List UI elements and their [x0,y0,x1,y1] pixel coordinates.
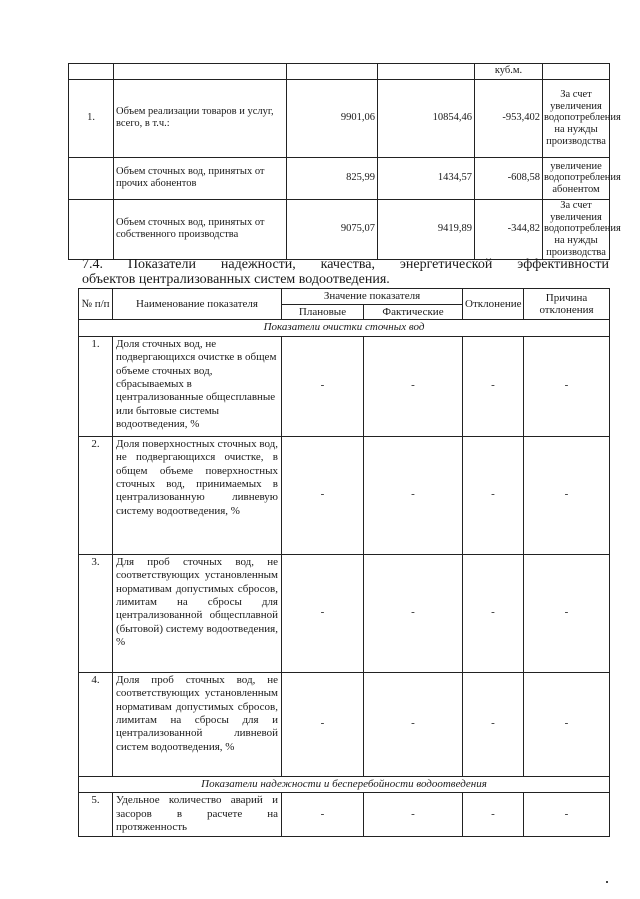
indicator-name: Для проб сточных вод, не соответствующих установленным нормативам допустимых сбросов, лимитам на сбросы для централизованной общесплавной (бытовой) систему водоотведения, % [113,554,282,672]
indicator-name: Объем реализации товаров и услуг, всего, в т.ч.: [114,79,287,157]
plan-value: - [282,793,364,837]
section-heading-continuation: объектов централизованных систем водоотведения. [82,272,390,287]
section-row [79,320,610,336]
indicator-name: Объем сточных вод, принятых от прочих абонентов [114,157,287,199]
section-title: Показатели очистки сточных вод [79,320,610,336]
table-row [69,157,610,199]
deviation-value: -953,402 [475,79,543,157]
row-number: 2. [79,436,113,554]
column-header-name: Наименование показателя [113,289,282,320]
deviation-reason: - [524,436,610,554]
deviation-value: - [463,672,524,776]
fact-value: 1434,57 [378,157,475,199]
deviation-value: -608,58 [475,157,543,199]
deviation-value: - [463,554,524,672]
fact-value: - [364,793,463,837]
fact-value: 9419,89 [378,199,475,259]
column-header-value: Значение показателя [282,289,463,305]
plan-value: - [282,554,364,672]
section-heading: 7.4. Показатели надежности, качества, энергетической эффективности [82,257,609,272]
sewage-volume-table [68,63,621,260]
table-header-row [69,64,610,80]
fact-value: - [364,336,463,436]
table-row [69,199,610,259]
table-row [79,336,610,436]
deviation-reason: - [524,554,610,672]
table-row [79,554,610,672]
table-row [79,793,610,837]
column-header-deviation: Отклонение [463,289,524,320]
deviation-reason: - [524,793,610,837]
deviation-reason: За счет увеличения водопотребления на нужды производства [543,79,610,157]
row-number: 1. [79,336,113,436]
plan-value: - [282,672,364,776]
column-header-plan: Плановые [282,304,364,320]
indicator-name: Доля поверхностных сточных вод, не подвергающихся очистке, в общем объеме поверхностных сточных вод, принимаемых в централизованную ливневую систему водоотведения, % [113,436,282,554]
deviation-reason: - [524,336,610,436]
column-header-number: № п/п [79,289,113,320]
plan-value: - [282,336,364,436]
table-row [79,672,610,776]
unit-cell: куб.м. [475,64,543,80]
indicator-name: Доля проб сточных вод, не соответствующих установленным нормативам допустимых сбросов, лимитам на сбросы для и централизованной ливневой систем водоотведения, % [113,672,282,776]
table-row [79,436,610,554]
indicator-name: Удельное количество аварий и засоров в расчете на протяженность [113,793,282,837]
indicators-table [78,288,610,837]
row-number: 3. [79,554,113,672]
row-number: 5. [79,793,113,837]
scan-speck [606,881,608,883]
fact-value: - [364,436,463,554]
deviation-value: - [463,436,524,554]
section-title: Показатели надежности и бесперебойности водоотведения [79,776,610,792]
table-row [69,79,610,157]
deviation-reason: увеличение водопотребления абонентом [543,157,610,199]
deviation-value: -344,82 [475,199,543,259]
row-number: 1. [69,79,114,157]
deviation-value: - [463,793,524,837]
column-header-fact: Фактические [364,304,463,320]
row-number [69,199,114,259]
plan-value: - [282,436,364,554]
fact-value: - [364,554,463,672]
plan-value: 825,99 [287,157,378,199]
column-header-reason: Причина отклонения [524,289,610,320]
row-number [69,157,114,199]
plan-value: 9075,07 [287,199,378,259]
deviation-value: - [463,336,524,436]
fact-value: - [364,672,463,776]
indicator-name: Объем сточных вод, принятых от собственного производства [114,199,287,259]
fact-value: 10854,46 [378,79,475,157]
deviation-reason: - [524,672,610,776]
row-number: 4. [79,672,113,776]
indicator-name: Доля сточных вод, не подвергающихся очистке в общем объеме сточных вод, сбрасываемых в централизованные общесплавные или бытовые системы водоотведения, % [113,336,282,436]
deviation-reason: За счет увеличения водопотребления на нужды производства [544,199,621,258]
plan-value: 9901,06 [287,79,378,157]
section-row [79,776,610,792]
table-header-row [79,289,610,305]
